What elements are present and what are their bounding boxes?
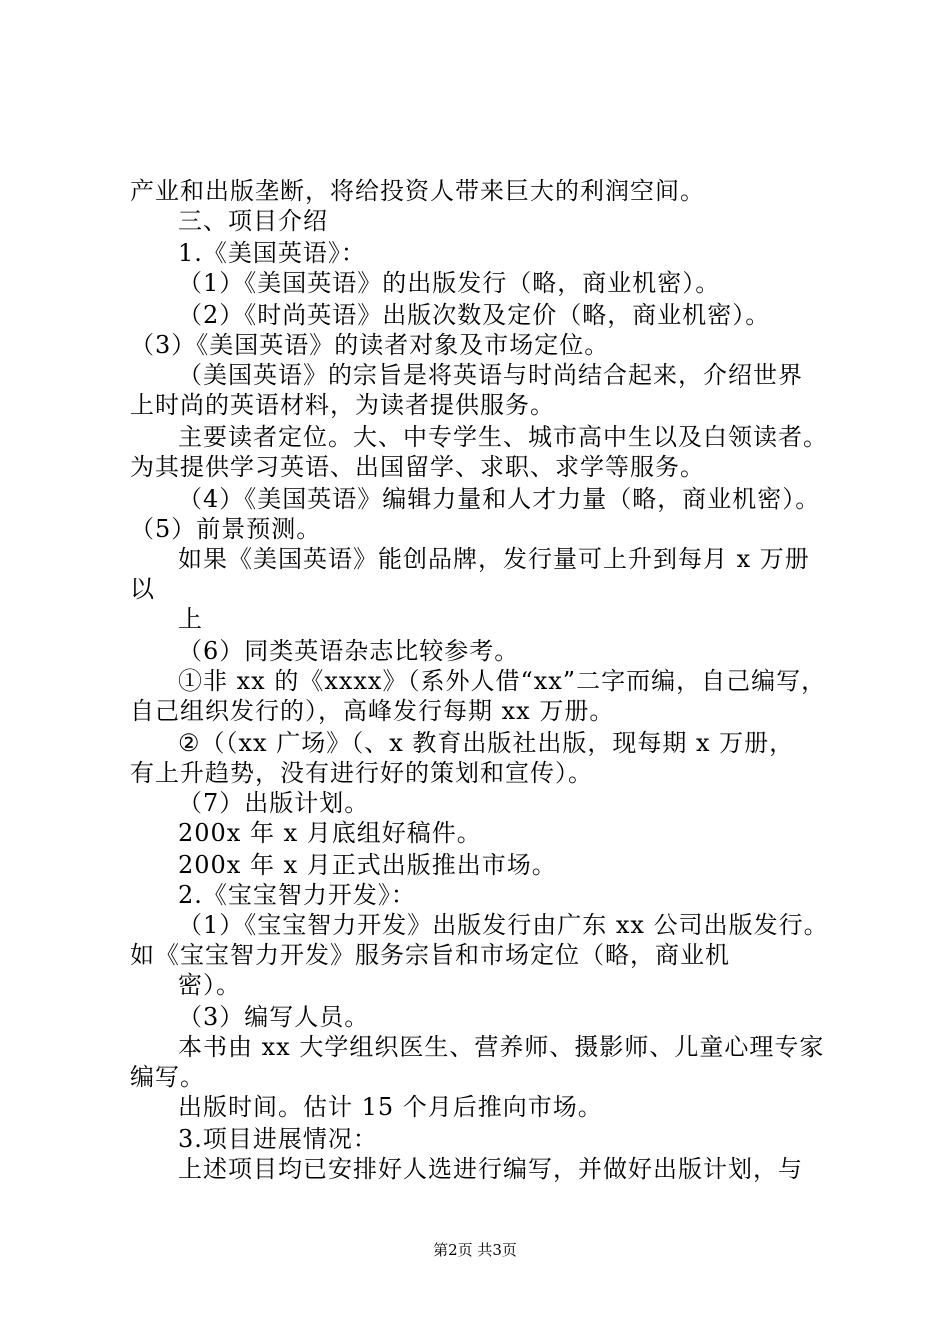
text-line-31: 出版时间。估计 15 个月后推向市场。	[178, 1093, 603, 1121]
text-line-1: 产业和出版垄断，将给投资人带来巨大的利润空间。	[130, 177, 705, 205]
text-line-6: （3）《美国英语》的读者对象及市场定位。	[130, 331, 610, 359]
text-line-29: 本书由 xx 大学组织医生、营养师、摄影师、儿童心理专家	[178, 1033, 825, 1061]
text-line-10: 为其提供学习英语、出国留学、求职、求学等服务。	[130, 453, 705, 481]
text-line-32: 3.项目进展情况：	[178, 1125, 378, 1153]
text-line-18: 自己组织发行的），高峰发行每期 xx 万册。	[130, 697, 615, 725]
text-line-4: （1）《美国英语》的出版发行（略，商业机密）。	[178, 269, 721, 297]
text-line-19: ②（（xx 广场》（、x 教育出版社出版，现每期 x 万册，	[178, 729, 795, 757]
text-line-21: （7）出版计划。	[178, 789, 370, 817]
text-line-25: （1）《宝宝智力开发》出版发行由广东 xx 公司出版发行。	[178, 911, 829, 939]
text-line-16: （6）同类英语杂志比较参考。	[178, 637, 520, 665]
text-line-23: 200x 年 x 月正式出版推出市场。	[178, 851, 557, 879]
text-line-7: （美国英语》的宗旨是将英语与时尚结合起来，介绍世界	[178, 361, 803, 389]
text-line-15: 上	[178, 605, 203, 633]
text-line-26: 如《宝宝智力开发》服务宗旨和市场定位（略，商业机	[130, 941, 730, 969]
page-footer: 第2页 共3页	[433, 1241, 517, 1259]
text-line-20: 有上升趋势，没有进行好的策划和宣传）。	[130, 759, 593, 787]
text-line-2: 三、项目介绍	[178, 207, 328, 235]
text-line-8: 上时尚的英语材料，为读者提供服务。	[130, 391, 555, 419]
text-line-13: 如果《美国英语》能创品牌，发行量可上升到每月 x 万册	[178, 545, 810, 573]
text-line-5: （2）《时尚英语》出版次数及定价（略，商业机密）。	[178, 301, 771, 329]
text-line-3: 1.《美国英语》：	[178, 239, 366, 267]
text-line-17: ①非 xx 的《xxxx》（系外人借“xx”二字而编，自己编写，	[178, 667, 827, 695]
text-line-30: 编写。	[130, 1063, 205, 1091]
text-line-33: 上述项目均已安排好人选进行编写，并做好出版计划，与	[178, 1155, 803, 1183]
text-line-12: （5）前景预测。	[130, 515, 322, 543]
text-line-27: 密）。	[178, 971, 241, 999]
text-line-24: 2.《宝宝智力开发》：	[178, 881, 416, 909]
text-line-11: （4）《美国英语》编辑力量和人才力量（略，商业机密）。	[178, 485, 821, 513]
text-line-9: 主要读者定位。大、中专学生、城市高中生以及白领读者。	[178, 423, 828, 451]
text-line-22: 200x 年 x 月底组好稿件。	[178, 819, 482, 847]
text-line-28: （3）编写人员。	[178, 1003, 370, 1031]
text-line-14: 以	[130, 575, 155, 603]
